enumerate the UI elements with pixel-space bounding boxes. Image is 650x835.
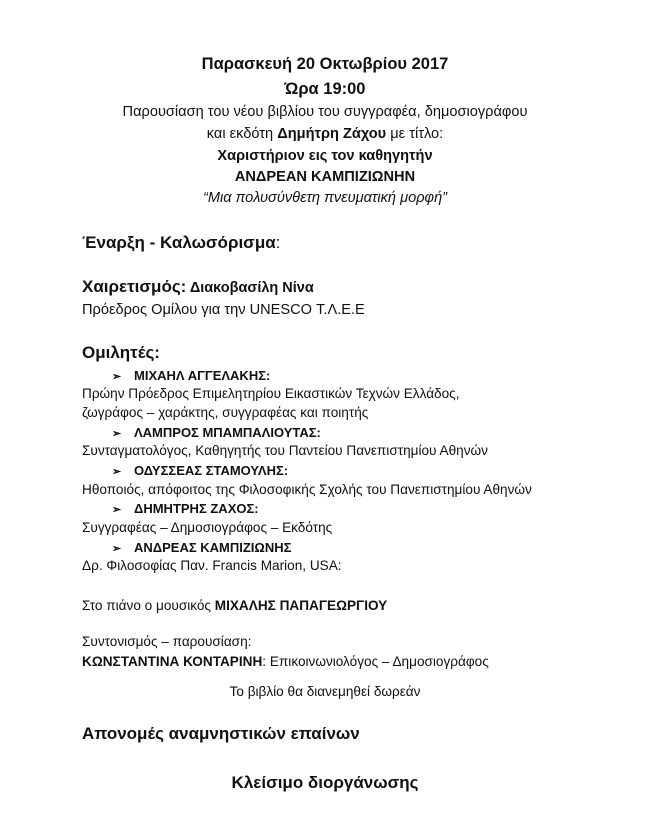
speakers-heading: Ομιλητές: xyxy=(82,343,160,362)
piano-line xyxy=(82,598,387,613)
greeting-heading xyxy=(82,277,314,297)
coordination-line xyxy=(82,654,489,669)
speaker-desc: Συνταγματολόγος, Καθηγητής του Παντείου Πανεπιστημίου Αθηνών xyxy=(82,443,488,458)
greeting-role: Πρόεδρος Ομίλου για την UNESCO Τ.Λ.Ε.Ε xyxy=(82,302,365,318)
event-date: Παρασκευή 20 Οκτωβρίου 2017 xyxy=(201,55,449,73)
closing-heading: Κλείσιμο διοργάνωσης xyxy=(231,773,419,792)
speaker-desc: ζωγράφος – χαράκτης, συγγραφέας και ποιητής xyxy=(82,405,369,420)
intro-line-2 xyxy=(0,126,650,142)
opening-colon: : xyxy=(275,233,281,252)
event-time: Ώρα 19:00 xyxy=(284,80,366,98)
intro-line-1: Παρουσίαση του νέου βιβλίου του συγγραφέα, δημοσιογράφου xyxy=(122,104,528,120)
speaker-name: ➢ ΔΗΜΗΤΡΗΣ ΖΑΧΟΣ: xyxy=(112,501,259,516)
arrow-bullet-icon: ➢ xyxy=(112,543,122,555)
greeting-label: Χαιρετισμός: xyxy=(82,277,187,296)
arrow-bullet-icon: ➢ xyxy=(112,428,122,440)
author-name: Δημήτρη Ζάχου xyxy=(277,126,387,142)
book-title-line-2: ΑΝΔΡΕΑΝ ΚΑΜΠΙΖΙΩΝΗΝ xyxy=(234,169,416,185)
speaker-name: ➢ ΛΑΜΠΡΟΣ ΜΠΑΜΠΑΛΙΟΥΤΑΣ: xyxy=(112,425,321,440)
speaker-desc: Δρ. Φιλοσοφίας Παν. Francis Marion, USA: xyxy=(82,558,342,573)
opening-heading xyxy=(82,233,280,253)
book-subtitle: “Μια πολυσύνθετη πνευματική μορφή” xyxy=(202,190,448,206)
coordinator-name: ΚΩΝΣΤΑΝΤΙΝΑ ΚΟΝΤΑΡΙΝΗ xyxy=(82,654,263,669)
arrow-bullet-icon: ➢ xyxy=(112,466,122,478)
book-title-line-1: Χαριστήριον εις τον καθηγητήν xyxy=(217,148,433,164)
arrow-bullet-icon: ➢ xyxy=(112,504,122,516)
pianist-name: ΜΙΧΑΛΗΣ ΠΑΠΑΓΕΩΡΓΙΟΥ xyxy=(214,598,388,613)
speaker-name: ➢ ΟΔΥΣΣΕΑΣ ΣΤΑΜΟΥΛΗΣ: xyxy=(112,463,289,478)
arrow-bullet-icon: ➢ xyxy=(112,371,122,383)
intro-line-2-prefix: και εκδότη xyxy=(206,126,278,142)
speaker-desc: Ηθοποιός, απόφοιτος της Φιλοσοφικής Σχολής του Πανεπιστημίου Αθηνών xyxy=(82,482,532,497)
speaker-name: ➢ ΑΝΔΡΕΑΣ ΚΑΜΠΙΖΙΩΝΗΣ xyxy=(112,540,292,555)
intro-line-2-suffix: με τίτλο: xyxy=(386,126,444,142)
greeting-name: Διακοβασίλη Νίνα xyxy=(186,280,314,296)
coordinator-role: : Επικοινωνιολόγος – Δημοσιογράφος xyxy=(262,654,489,669)
awards-heading: Απονομές αναμνηστικών επαίνων xyxy=(82,724,360,743)
speaker-desc: Συγγραφέας – Δημοσιογράφος – Εκδότης xyxy=(82,520,333,535)
piano-prefix: Στο πιάνο ο μουσικός xyxy=(82,598,215,613)
coordination-label: Συντονισμός – παρουσίαση: xyxy=(82,634,252,649)
speaker-name: ➢ ΜΙΧΑΗΛ ΑΓΓΕΛΑΚΗΣ: xyxy=(112,368,271,383)
opening-label: Έναρξη - Καλωσόρισμα xyxy=(82,233,276,252)
free-book-note: Το βιβλίο θα διανεμηθεί δωρεάν xyxy=(229,684,421,699)
speaker-desc: Πρώην Πρόεδρος Επιμελητηρίου Εικαστικών Τεχνών Ελλάδος, xyxy=(82,386,460,401)
